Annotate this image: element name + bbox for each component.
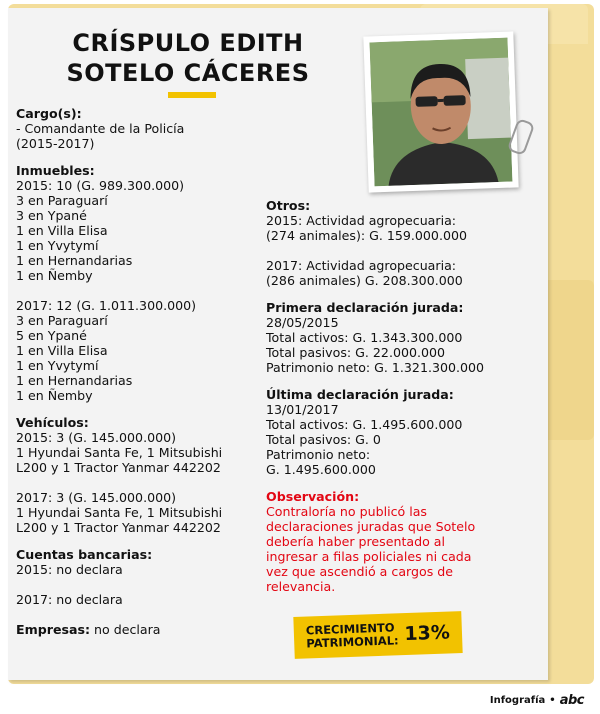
observacion-line: relevancia. [266,579,336,594]
vehiculos-line: 1 Hyundai Santa Fe, 1 Mitsubishi [16,505,223,520]
inmuebles-line: 1 en Villa Elisa [16,223,108,238]
abc-logo: abc [559,693,584,708]
ultima-heading: Última declaración jurada: [266,387,454,402]
cargo-line: (2015-2017) [16,136,95,151]
growth-label-line-1: CRECIMIENTO [305,620,395,638]
growth-label [306,621,399,650]
vehiculos-line: 2017: 3 (G. 145.000.000) [16,490,177,505]
folder-side-tab [540,280,594,440]
primera-line: Total pasivos: G. 22.000.000 [266,345,446,360]
primera-line: Patrimonio neto: G. 1.321.300.000 [266,360,485,375]
right-column [266,198,536,594]
inmuebles-line: 3 en Paraguarí [16,193,108,208]
page-title [38,28,338,88]
left-column [16,106,256,637]
ultima-line: 13/01/2017 [266,402,339,417]
otros-line: 2017: Actividad agropecuaria: [266,258,457,273]
inmuebles-line: 1 en Yvytymí [16,358,99,373]
inmuebles-line: 1 en Hernandarias [16,253,133,268]
primera-line: 28/05/2015 [266,315,339,330]
ultima-line: Total pasivos: G. 0 [266,432,381,447]
inmuebles-line: 5 en Ypané [16,328,87,343]
inmuebles-line: 2015: 10 (G. 989.300.000) [16,178,185,193]
inmuebles-line: 1 en Ñemby [16,388,93,403]
empresas-line [16,622,256,637]
ultima-line: Total activos: G. 1.495.600.000 [266,417,463,432]
cargo-heading: Cargo(s): [16,106,82,121]
portrait-photo [363,31,518,192]
inmuebles-line: 1 en Villa Elisa [16,343,108,358]
primera-heading: Primera declaración jurada: [266,300,464,315]
observacion-line: ingresar a filas policiales ni cada [266,549,472,564]
vehiculos-line: L200 y 1 Tractor Yanmar 442202 [16,460,221,475]
observacion-heading: Observación: [266,489,360,504]
cargo-line: - Comandante de la Policía [16,121,185,136]
credit-bullet: • [549,695,556,706]
ultima-line: G. 1.495.600.000 [266,462,376,477]
title-line-1: CRÍSPULO EDITH [72,29,304,57]
empresas-value: no declara [90,622,161,637]
vehiculos-line: 2015: 3 (G. 145.000.000) [16,430,177,445]
primera-line: Total activos: G. 1.343.300.000 [266,330,463,345]
credit-text: Infografía [489,695,546,706]
person-portrait-icon [370,38,513,187]
cuentas-heading: Cuentas bancarias: [16,547,153,562]
observacion-line: debería haber presentado al [266,534,446,549]
ultima-line: Patrimonio neto: [266,447,371,462]
growth-label-line-2: PATRIMONIAL: [306,633,399,651]
inmuebles-line: 1 en Yvytymí [16,238,99,253]
inmuebles-heading: Inmuebles: [16,163,95,178]
title-underline [168,92,216,98]
inmuebles-line: 2017: 12 (G. 1.011.300.000) [16,298,197,313]
growth-value: 13% [404,621,451,646]
title-line-2: SOTELO CÁCERES [66,59,310,87]
inmuebles-line: 3 en Ypané [16,208,87,223]
cuentas-line: 2015: no declara [16,562,123,577]
inmuebles-line: 3 en Paraguarí [16,313,108,328]
otros-heading: Otros: [266,198,311,213]
vehiculos-heading: Vehículos: [16,415,89,430]
inmuebles-line: 1 en Hernandarias [16,373,133,388]
empresas-heading: Empresas: [16,622,91,637]
observacion-line: vez que ascendió a cargos de [266,564,453,579]
footer-credit [490,693,584,708]
vehiculos-line: L200 y 1 Tractor Yanmar 442202 [16,520,221,535]
cuentas-line: 2017: no declara [16,592,123,607]
growth-badge [293,611,462,659]
observacion-line: declaraciones juradas que Sotelo [266,519,476,534]
otros-line: 2015: Actividad agropecuaria: [266,213,457,228]
otros-line: (286 animales) G. 208.300.000 [266,273,463,288]
vehiculos-line: 1 Hyundai Santa Fe, 1 Mitsubishi [16,445,223,460]
inmuebles-line: 1 en Ñemby [16,268,93,283]
observacion-line: Contraloría no publicó las [266,504,427,519]
otros-line: (274 animales): G. 159.000.000 [266,228,467,243]
